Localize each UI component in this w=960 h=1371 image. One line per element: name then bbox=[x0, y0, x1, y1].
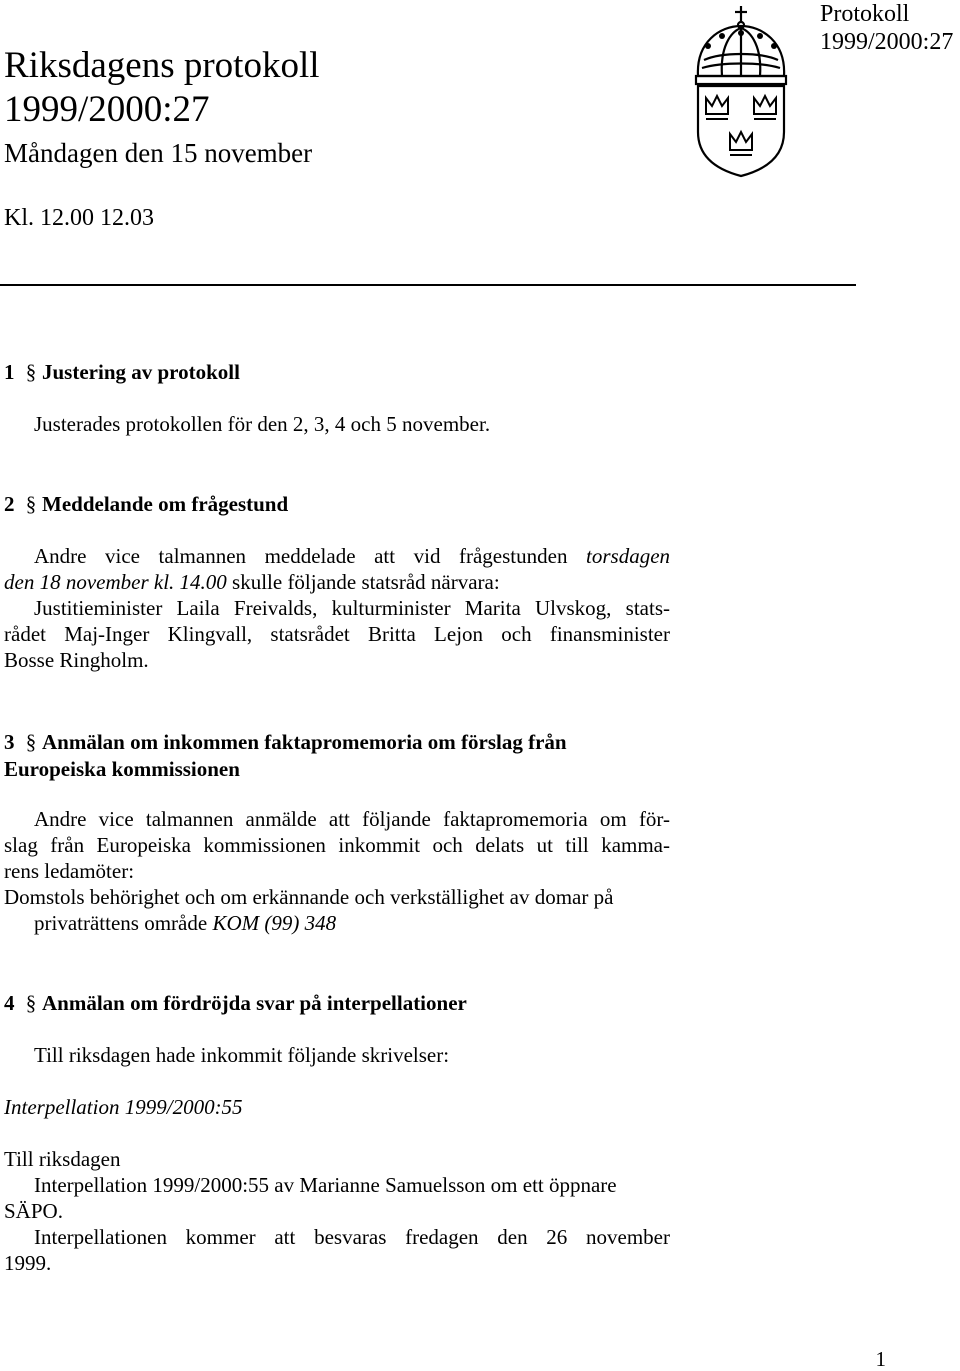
paragraph-line: 1999. bbox=[4, 1251, 52, 1275]
section-title: Anmälan om fördröjda svar på interpellationer bbox=[42, 991, 467, 1015]
section-4-intro bbox=[4, 1042, 670, 1068]
paragraph-line bbox=[4, 910, 670, 936]
section-sign: § bbox=[25, 360, 37, 384]
swedish-three-crowns-crest-icon bbox=[692, 2, 790, 178]
interpellation-title: Interpellation 1999/2000:55 bbox=[4, 1095, 243, 1119]
paragraph-line: Bosse Ringholm. bbox=[4, 648, 149, 672]
section-number: 4 bbox=[4, 991, 15, 1015]
title-line-1: Riksdagens protokoll bbox=[4, 45, 320, 86]
corner-line-2: 1999/2000:27 bbox=[820, 29, 954, 55]
header-divider bbox=[0, 284, 856, 286]
section-title: Meddelande om frågestund bbox=[42, 492, 289, 516]
document-title bbox=[4, 44, 320, 132]
corner-protocol-id bbox=[820, 0, 957, 56]
corner-line-1: Protokoll bbox=[820, 1, 910, 27]
text: skulle följande statsråd närvara: bbox=[232, 570, 500, 594]
interpellation-heading bbox=[4, 1094, 670, 1120]
session-date: Måndagen den 15 november bbox=[4, 138, 313, 168]
section-number: 3 bbox=[4, 730, 15, 754]
paragraph-line: Interpellationen kommer att besvaras fredagen den 26 november bbox=[34, 1225, 670, 1249]
section-4-heading bbox=[4, 990, 467, 1017]
section-1-heading bbox=[4, 359, 240, 386]
paragraph-line bbox=[4, 569, 670, 595]
interpellation-details bbox=[4, 1146, 670, 1276]
section-2-body bbox=[4, 543, 670, 673]
paragraph-line: Domstols behörighet och om erkännande och verkställighet av domar på bbox=[4, 885, 614, 909]
section-3-body bbox=[4, 806, 670, 936]
italic-text: den 18 november kl. 14.00 bbox=[4, 570, 227, 594]
paragraph: Justerades protokollen för den 2, 3, 4 och 5 november. bbox=[34, 412, 491, 436]
section-title: Justering av protokoll bbox=[42, 360, 240, 384]
title-line-2: 1999/2000:27 bbox=[4, 89, 210, 130]
section-1-body bbox=[4, 411, 670, 437]
section-title-continued: Europeiska kommissionen bbox=[4, 757, 240, 781]
page-number: 1 bbox=[875, 1347, 886, 1371]
section-number: 1 bbox=[4, 360, 15, 384]
text: Andre vice talmannen meddelade att vid frågestunden bbox=[34, 544, 568, 568]
section-sign: § bbox=[25, 991, 37, 1015]
paragraph-line: Till riksdagen bbox=[4, 1147, 121, 1171]
italic-text: torsdagen bbox=[586, 544, 671, 568]
paragraph-line: Till riksdagen hade inkommit följande skrivelser: bbox=[34, 1043, 450, 1067]
paragraph-line: rens ledamöter: bbox=[4, 859, 135, 883]
paragraph-line: Justitieminister Laila Freivalds, kulturminister Marita Ulvskog, stats- bbox=[34, 596, 670, 620]
paragraph-line: rådet Maj-Inger Klingvall, statsrådet Britta Lejon och finansminister bbox=[4, 622, 670, 646]
paragraph-line: SÄPO. bbox=[4, 1199, 63, 1223]
paragraph-line: slag från Europeiska kommissionen inkommit och delats ut till kamma- bbox=[4, 833, 670, 857]
section-number: 2 bbox=[4, 492, 15, 516]
text: privaträttens område bbox=[34, 911, 208, 935]
section-3-heading bbox=[4, 729, 567, 783]
document-reference: KOM (99) 348 bbox=[212, 911, 337, 935]
paragraph-line: Andre vice talmannen anmälde att följande faktapromemoria om för- bbox=[34, 807, 670, 831]
section-title: Anmälan om inkommen faktapromemoria om förslag från bbox=[42, 730, 567, 754]
paragraph-line: Interpellation 1999/2000:55 av Marianne Samuelsson om ett öppnare bbox=[34, 1173, 617, 1197]
session-time: Kl. 12.00 12.03 bbox=[4, 205, 154, 231]
section-sign: § bbox=[25, 730, 37, 754]
section-sign: § bbox=[25, 492, 37, 516]
paragraph-line bbox=[4, 543, 670, 569]
section-2-heading bbox=[4, 491, 288, 518]
